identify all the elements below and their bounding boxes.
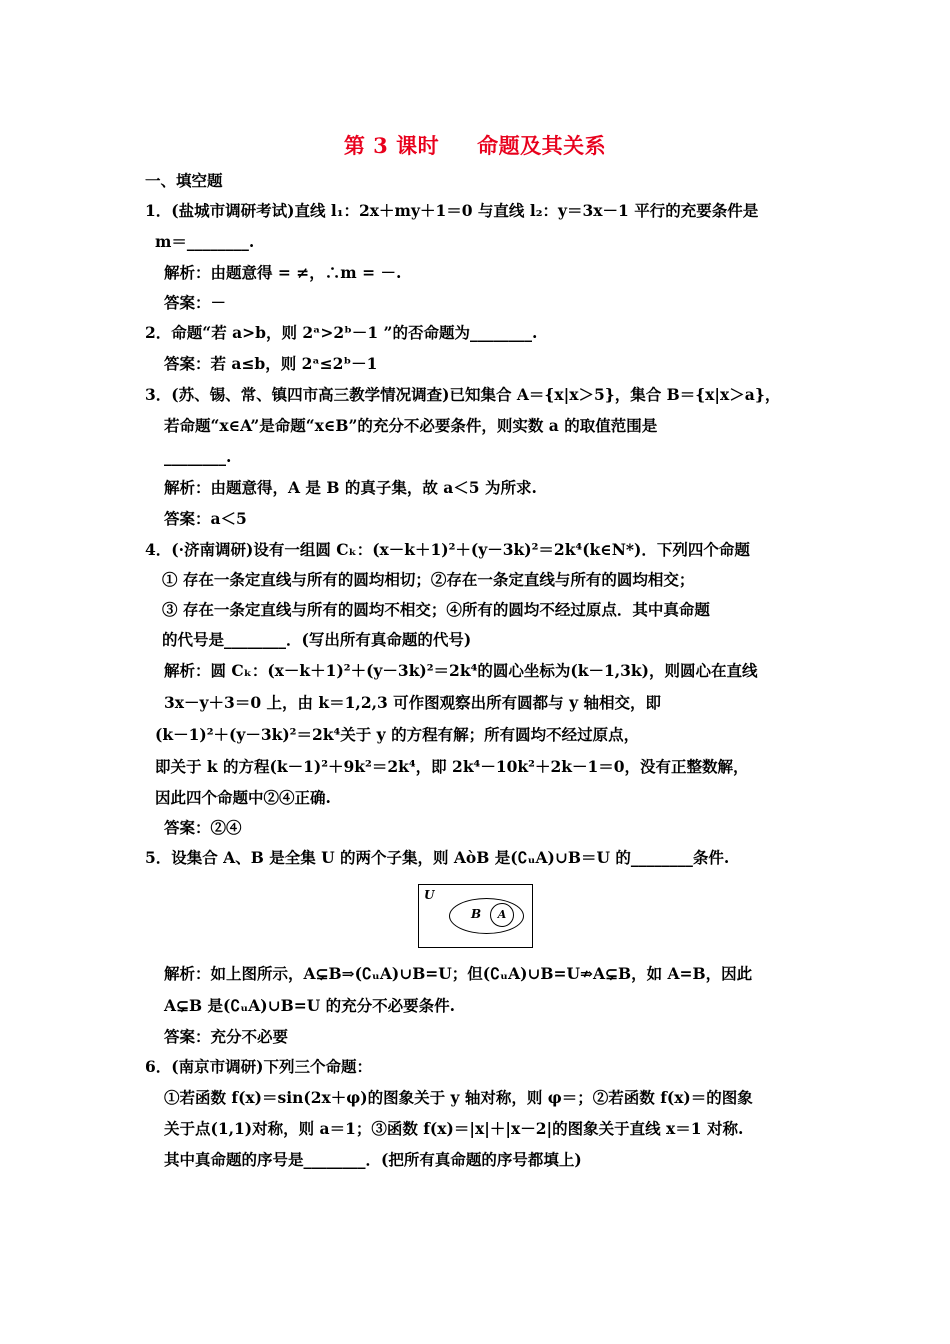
- q4-blank: 的代号是________．(写出所有真命题的代号): [162, 630, 472, 649]
- q5-analysis-2: A⊊B 是(∁ᵤA)∪B=U 的充分不必要条件.: [164, 996, 456, 1015]
- venn-set-b-label: B: [471, 907, 482, 921]
- q3-text: 3．(苏、锡、常、镇四市高三教学情况调查)已知集合 A＝{x|x＞5}，集合 B＝{x|x＞a}，: [145, 385, 781, 404]
- q4-option-1-2: ① 存在一条定直线与所有的圆均相切；②存在一条定直线与所有的圆均相交；: [162, 570, 695, 589]
- q4-option-3-4: ③ 存在一条定直线与所有的圆均不相交；④所有的圆均不经过原点．其中真命题: [162, 600, 710, 619]
- q6-blank: 其中真命题的序号是________．(把所有真命题的序号都填上): [164, 1150, 582, 1169]
- q6-statement-3: 关于点(1,1)对称，则 a＝1；③函数 f(x)＝|x|＋|x－2|的图象关于直线 x＝1 对称.: [164, 1119, 744, 1138]
- q4-text: 4．(·济南调研)设有一组圆 Cₖ：(x－k＋1)²＋(y－3k)²＝2k⁴(k∈N*)．下列四个命题: [145, 540, 750, 559]
- q1-answer: 答案：－: [164, 293, 227, 312]
- q2-text: 2．命题“若 a>b，则 2ᵃ>2ᵇ－1 ”的否命题为________.: [145, 323, 538, 342]
- q4-analysis-4: 即关于 k 的方程(k－1)²＋9k²＝2k⁴，即 2k⁴－10k²＋2k－1＝0，没有正整数解，: [155, 757, 749, 776]
- q3-blank: ________.: [164, 447, 232, 466]
- title-lesson: 第 3 课时: [343, 133, 440, 158]
- page-title: [0, 130, 950, 160]
- title-topic: 命题及其关系: [477, 133, 607, 158]
- q5-analysis-1: 解析：如上图所示，A⊊B⇒(∁ᵤA)∪B=U；但(∁ᵤA)∪B=U⇏A⊊B，如 A=B，因此: [164, 964, 753, 983]
- q3-text-cont: 若命题“x∈A”是命题“x∈B”的充分不必要条件，则实数 a 的取值范围是: [164, 416, 658, 435]
- venn-set-a-circle: A: [490, 903, 514, 927]
- q4-analysis-5: 因此四个命题中②④正确.: [155, 788, 331, 807]
- q2-answer: 答案：若 a≤b，则 2ᵃ≤2ᵇ－1: [164, 354, 378, 373]
- q1-blank: m＝________.: [155, 232, 255, 251]
- venn-diagram: [418, 884, 533, 948]
- q6-text: 6．(南京市调研)下列三个命题：: [145, 1057, 372, 1076]
- q4-analysis-2: 3x－y＋3＝0 上，由 k＝1,2,3 可作图观察出所有圆都与 y 轴相交，即: [164, 693, 661, 712]
- q1-text: 1．(盐城市调研考试)直线 l₁：2x＋my＋1＝0 与直线 l₂：y＝3x－1 平行的充要条件是: [145, 201, 759, 220]
- q4-answer: 答案：②④: [164, 818, 242, 837]
- q3-analysis: 解析：由题意得，A 是 B 的真子集，故 a＜5 为所求.: [164, 478, 537, 497]
- q1-analysis: 解析：由题意得 = ≠，∴m = －.: [164, 263, 402, 282]
- venn-universe-label: U: [424, 888, 435, 902]
- q3-answer: 答案：a＜5: [164, 509, 247, 528]
- q4-analysis-3: (k－1)²＋(y－3k)²＝2k⁴关于 y 的方程有解；所有圆均不经过原点，: [155, 725, 640, 744]
- q5-text: 5．设集合 A、B 是全集 U 的两个子集，则 AòB 是(∁ᵤA)∪B＝U 的________条件.: [145, 848, 730, 867]
- section-heading: 一、填空题: [145, 171, 223, 190]
- q5-answer: 答案：充分不必要: [164, 1027, 289, 1046]
- q4-analysis-1: 解析：圆 Cₖ：(x－k＋1)²＋(y－3k)²＝2k⁴的圆心坐标为(k－1,3k)，则圆心在直线: [164, 661, 758, 680]
- q6-statement-1-2: ①若函数 f(x)＝sin(2x＋φ)的图象关于 y 轴对称，则 φ＝；②若函数 f(x)＝的图象: [164, 1088, 753, 1107]
